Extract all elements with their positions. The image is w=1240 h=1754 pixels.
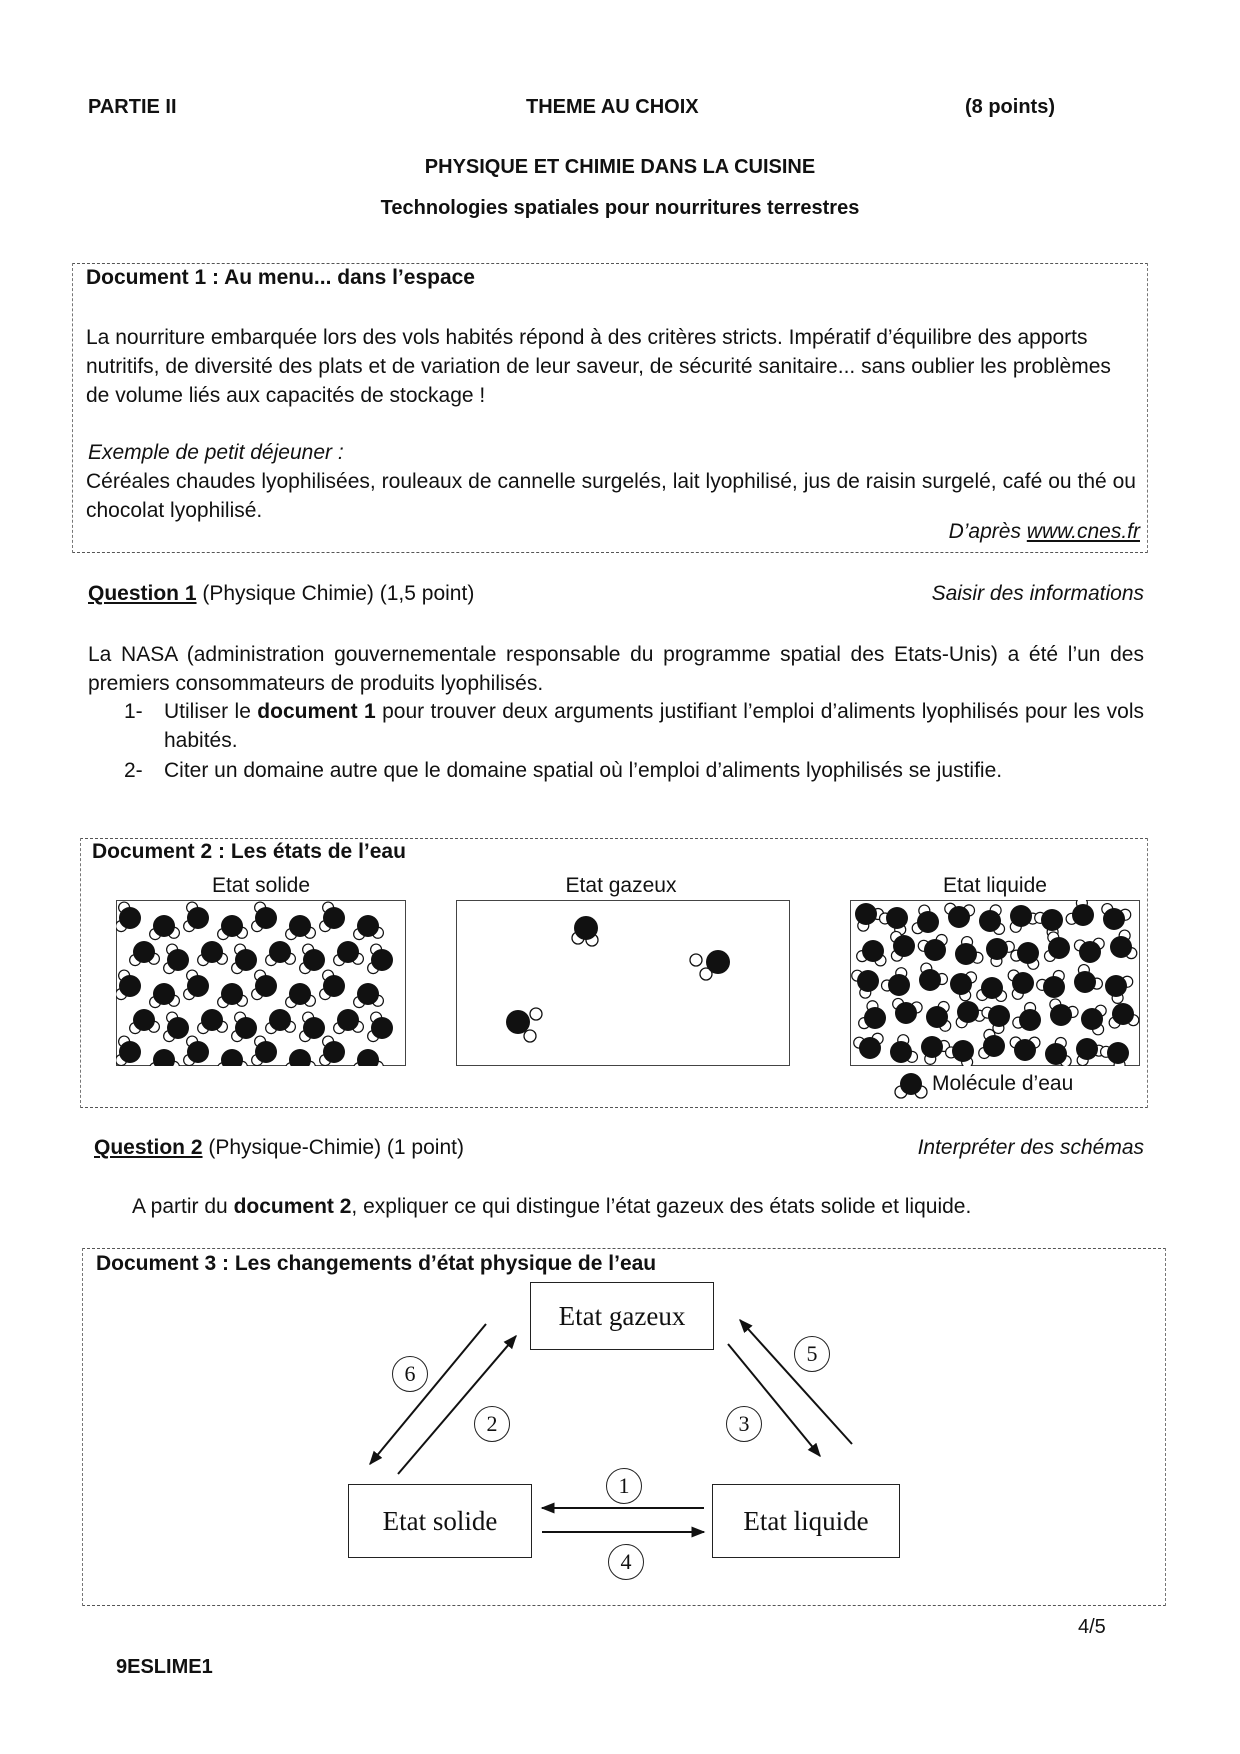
transition-6: 6 [392,1356,428,1392]
theme-label: THEME AU CHOIX [526,96,699,118]
q2-before: A partir du [132,1195,234,1218]
arrow-6 [370,1324,486,1464]
document1-paragraph: La nourriture embarquée lors des vols habités répond à des critères stricts. Impératif d’équilibre des apports nutritifs, de diversité des plats et de variation de leur saveur, de sécurité sanitaire... sans oublier les problèmes de volume liés aux capacités de stockage ! [86,326,1111,407]
liquid-state-box: Etat liquide [712,1484,900,1558]
transition-4: 4 [608,1544,644,1580]
gas-state-box: Etat gazeux [530,1282,714,1350]
document1-example-text: Céréales chaudes lyophilisées, rouleaux de cannelle surgelés, lait lyophilisé, jus de raisin surgelé, café ou thé ou chocolat lyophilisé. [86,470,1136,522]
question1-item2-number: 2- [124,759,143,782]
question1-intro: La NASA (administration gouvernementale responsable du programme spatial des Etats-Unis) a été l’un des premiers consommateurs de produits lyophilisés. [88,643,1144,695]
transition-2: 2 [474,1406,510,1442]
question1-skill: Saisir des informations [931,582,1144,605]
page-number: 4/5 [1078,1616,1106,1638]
item1-before: Utiliser le [164,700,258,723]
points-label: (8 points) [965,96,1055,118]
question2-label: Question 2 [94,1136,203,1159]
document1-example-title: Exemple de petit déjeuner : [88,441,344,464]
document2-title: Document 2 : Les états de l’eau [92,840,406,863]
source-prefix: D’après [948,520,1027,543]
question2-skill: Interpréter des schémas [917,1136,1144,1159]
transition-3: 3 [726,1406,762,1442]
item1-strong: document 1 [257,700,376,723]
question1-subject: (Physique Chimie) (1,5 point) [196,582,475,605]
solid-state-box: Etat solide [348,1484,532,1558]
source-link[interactable]: www.cnes.fr [1026,520,1140,543]
transition-5: 5 [794,1336,830,1372]
part-label: PARTIE II [88,96,177,118]
q2-after: , expliquer ce qui distingue l’état gazeux des états solide et liquide. [351,1195,972,1218]
state-caption-solid: Etat solide [211,874,311,897]
state-caption-gas: Etat gazeux [565,874,677,897]
item1-after: pour trouver deux arguments justifiant l’emploi d’aliments lyophilisés pour les vols habités. [164,700,1144,752]
document1-title: Document 1 : Au menu... dans l’espace [86,266,475,289]
document3-title: Document 3 : Les changements d’état physique de l’eau [96,1252,657,1275]
water-molecule-legend: Molécule d’eau [932,1072,1074,1095]
state-caption-liquid: Etat liquide [943,874,1047,897]
question1-label: Question 1 [88,582,197,605]
question2-subject: (Physique-Chimie) (1 point) [202,1136,464,1159]
question1-item1-number: 1- [124,700,143,723]
document-code: 9ESLIME1 [116,1656,213,1678]
page-title: PHYSIQUE ET CHIMIE DANS LA CUISINE [424,156,816,178]
page-subtitle: Technologies spatiales pour nourritures terrestres [380,197,860,219]
question1-item2: Citer un domaine autre que le domaine spatial où l’emploi d’aliments lyophilisés se justifie. [164,759,1003,782]
transition-1: 1 [606,1468,642,1504]
q2-strong: document 2 [233,1195,352,1218]
